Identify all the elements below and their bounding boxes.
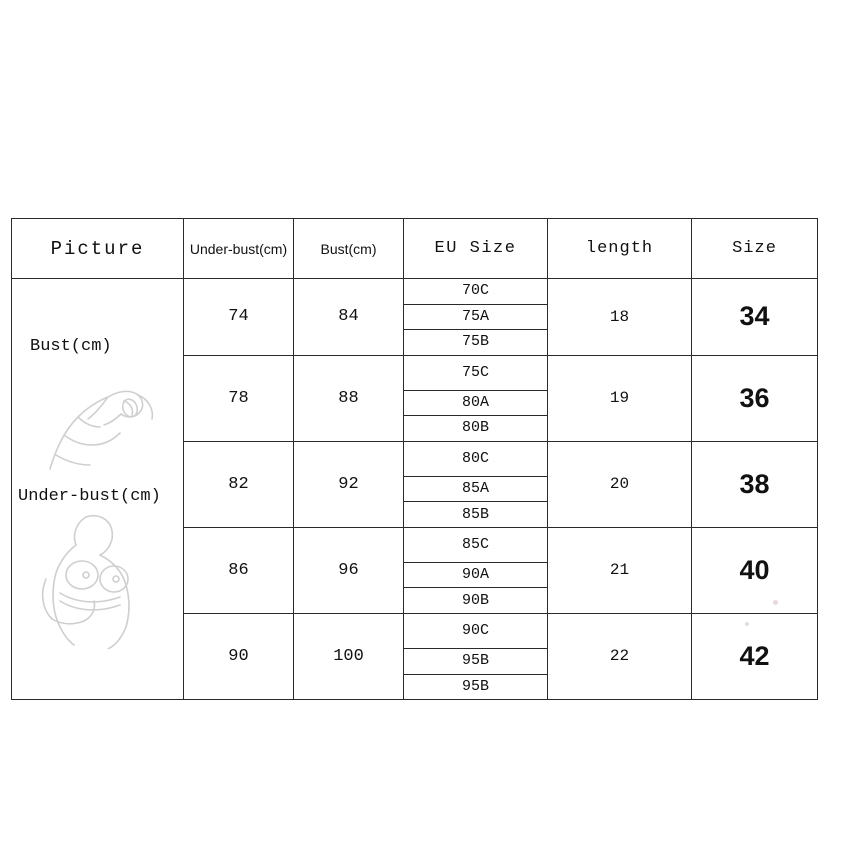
size-chart-table xyxy=(11,218,818,700)
cell-underbust: 86 xyxy=(184,527,294,613)
cell-length: 18 xyxy=(548,279,692,356)
cell-length: 20 xyxy=(548,441,692,527)
cell-eu-size: 80C xyxy=(404,441,548,476)
cell-eu-size: 95B xyxy=(404,649,548,675)
cell-eu-size: 95B xyxy=(404,674,548,700)
speck xyxy=(745,622,749,626)
cell-eu-size: 85C xyxy=(404,527,548,562)
cell-bust: 84 xyxy=(294,279,404,356)
cell-bust: 92 xyxy=(294,441,404,527)
cell-bust: 100 xyxy=(294,613,404,699)
cell-eu-size: 80B xyxy=(404,416,548,442)
cell-length: 21 xyxy=(548,527,692,613)
underbust-measure-figure xyxy=(26,509,176,654)
cell-length: 19 xyxy=(548,355,692,441)
cell-eu-size: 75A xyxy=(404,304,548,330)
picture-label-underbust: Under-bust(cm) xyxy=(18,487,161,506)
picture-label-bust: Bust(cm) xyxy=(30,337,112,356)
header-under-bust: Under-bust(cm) xyxy=(184,219,294,279)
table-row xyxy=(12,279,818,305)
header-picture: Picture xyxy=(12,219,184,279)
bust-measure-figure xyxy=(38,361,168,486)
cell-eu-size: 70C xyxy=(404,279,548,305)
header-eu-size: EU Size xyxy=(404,219,548,279)
cell-underbust: 78 xyxy=(184,355,294,441)
table-header-row xyxy=(12,219,818,279)
cell-size: 42 xyxy=(692,613,818,699)
cell-size: 34 xyxy=(692,279,818,356)
cell-underbust: 74 xyxy=(184,279,294,356)
cell-underbust: 90 xyxy=(184,613,294,699)
cell-length: 22 xyxy=(548,613,692,699)
header-length: length xyxy=(548,219,692,279)
cell-size: 40 xyxy=(692,527,818,613)
cell-size: 38 xyxy=(692,441,818,527)
header-bust: Bust(cm) xyxy=(294,219,404,279)
cell-eu-size: 90C xyxy=(404,613,548,648)
cell-eu-size: 75C xyxy=(404,355,548,390)
cell-eu-size: 85A xyxy=(404,476,548,502)
cell-size: 36 xyxy=(692,355,818,441)
cell-bust: 96 xyxy=(294,527,404,613)
cell-eu-size: 90A xyxy=(404,562,548,588)
cell-eu-size: 90B xyxy=(404,588,548,614)
picture-cell xyxy=(12,279,184,700)
cell-eu-size: 75B xyxy=(404,330,548,356)
cell-eu-size: 85B xyxy=(404,502,548,528)
cell-underbust: 82 xyxy=(184,441,294,527)
speck xyxy=(773,600,778,605)
cell-bust: 88 xyxy=(294,355,404,441)
header-size: Size xyxy=(692,219,818,279)
cell-eu-size: 80A xyxy=(404,390,548,416)
